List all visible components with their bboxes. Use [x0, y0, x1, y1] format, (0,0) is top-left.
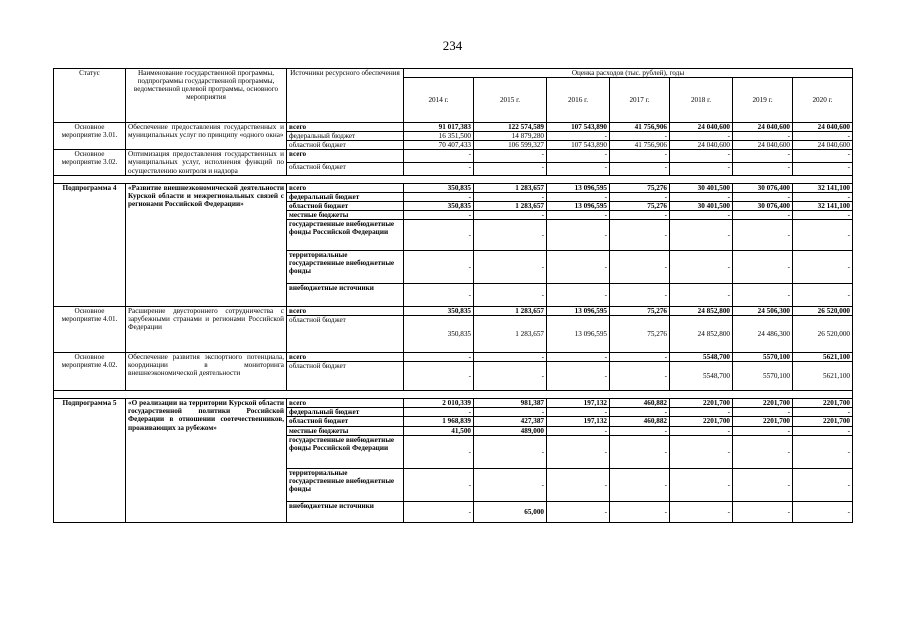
- value-cell: 981,387: [474, 399, 547, 408]
- value-cell: -: [547, 210, 610, 219]
- source-cell: всего: [287, 399, 404, 408]
- value-cell: -: [474, 362, 547, 391]
- value-cell: -: [547, 501, 610, 522]
- value-cell: 30 076,400: [733, 183, 793, 192]
- value-cell: -: [547, 192, 610, 201]
- status-cell: Основное мероприятие 4.01.: [54, 307, 126, 353]
- header-estimate: Оценка расходов (тыс. рублей), годы: [404, 69, 853, 78]
- value-cell: 2201,700: [733, 417, 793, 426]
- value-cell: 427,387: [474, 417, 547, 426]
- status-cell: Основное мероприятие 4.02.: [54, 353, 126, 391]
- value-cell: -: [610, 192, 670, 201]
- value-cell: -: [404, 284, 474, 307]
- value-cell: -: [404, 501, 474, 522]
- value-cell: -: [547, 150, 610, 163]
- value-cell: 197,132: [547, 417, 610, 426]
- source-cell: областной бюджет: [287, 141, 404, 150]
- value-cell: 1 283,657: [474, 316, 547, 353]
- value-cell: 5570,100: [733, 362, 793, 391]
- table-body: [54, 123, 853, 523]
- value-cell: -: [404, 408, 474, 417]
- value-cell: 24 040,600: [670, 123, 733, 132]
- header-year: 2020 г.: [793, 78, 853, 123]
- value-cell: -: [793, 468, 853, 501]
- value-cell: -: [670, 284, 733, 307]
- value-cell: -: [547, 426, 610, 435]
- value-cell: -: [610, 150, 670, 163]
- source-cell: всего: [287, 123, 404, 132]
- value-cell: -: [474, 435, 547, 468]
- spacer-cell: [54, 391, 853, 399]
- value-cell: -: [670, 251, 733, 284]
- source-cell: областной бюджет: [287, 362, 404, 391]
- value-cell: -: [474, 251, 547, 284]
- value-cell: 197,132: [547, 399, 610, 408]
- value-cell: -: [793, 220, 853, 251]
- value-cell: -: [547, 220, 610, 251]
- source-cell: областной бюджет: [287, 201, 404, 210]
- source-cell: внебюджетные источники: [287, 501, 404, 522]
- value-cell: 1 283,657: [474, 307, 547, 316]
- spacer-cell: [54, 175, 853, 183]
- value-cell: 24 040,600: [733, 141, 793, 150]
- source-cell: всего: [287, 307, 404, 316]
- value-cell: 30 401,500: [670, 183, 733, 192]
- value-cell: 13 096,595: [547, 201, 610, 210]
- value-cell: 350,835: [404, 316, 474, 353]
- value-cell: -: [404, 353, 474, 362]
- value-cell: -: [547, 251, 610, 284]
- value-cell: -: [793, 501, 853, 522]
- status-cell: Подпрограмма 4: [54, 183, 126, 306]
- value-cell: 75,276: [610, 201, 670, 210]
- value-cell: -: [547, 408, 610, 417]
- value-cell: -: [474, 284, 547, 307]
- value-cell: 75,276: [610, 307, 670, 316]
- value-cell: -: [670, 150, 733, 163]
- value-cell: 1 283,657: [474, 201, 547, 210]
- value-cell: -: [547, 468, 610, 501]
- source-cell: всего: [287, 183, 404, 192]
- value-cell: -: [404, 468, 474, 501]
- value-cell: 460,882: [610, 417, 670, 426]
- spacer-row: [54, 391, 853, 399]
- table-row: [54, 150, 853, 163]
- value-cell: -: [547, 284, 610, 307]
- value-cell: 91 017,383: [404, 123, 474, 132]
- source-cell: областной бюджет: [287, 417, 404, 426]
- source-cell: государственные внебюджетные фонды Российской Федерации: [287, 220, 404, 251]
- value-cell: -: [793, 150, 853, 163]
- status-cell: Основное мероприятие 3.01.: [54, 123, 126, 150]
- value-cell: -: [733, 150, 793, 163]
- value-cell: -: [547, 353, 610, 362]
- value-cell: -: [404, 150, 474, 163]
- name-cell: «Развитие внешнеэкономической деятельности Курской области и межрегиональных связей с регионами Российской Федерации»: [126, 183, 287, 306]
- name-cell: Обеспечение предоставления государственных и муниципальных услуг по принципу «одного окна»: [126, 123, 287, 150]
- value-cell: -: [474, 220, 547, 251]
- value-cell: -: [404, 362, 474, 391]
- name-cell: Расширение двустороннего сотрудничества с зарубежными странами и регионами Российской Федерации: [126, 307, 287, 353]
- value-cell: -: [610, 501, 670, 522]
- value-cell: 30 401,500: [670, 201, 733, 210]
- value-cell: -: [733, 284, 793, 307]
- header-year: 2017 г.: [610, 78, 670, 123]
- value-cell: -: [793, 210, 853, 219]
- value-cell: 2201,700: [793, 417, 853, 426]
- page-number: 234: [442, 38, 463, 53]
- value-cell: 350,835: [404, 201, 474, 210]
- value-cell: -: [610, 426, 670, 435]
- value-cell: -: [404, 220, 474, 251]
- value-cell: 2201,700: [670, 417, 733, 426]
- value-cell: 5548,700: [670, 362, 733, 391]
- value-cell: -: [670, 435, 733, 468]
- value-cell: 16 351,500: [404, 132, 474, 141]
- value-cell: -: [474, 468, 547, 501]
- source-cell: областной бюджет: [287, 316, 404, 353]
- value-cell: -: [733, 132, 793, 141]
- value-cell: -: [610, 220, 670, 251]
- value-cell: -: [670, 220, 733, 251]
- table-row: [54, 353, 853, 362]
- source-cell: федеральный бюджет: [287, 408, 404, 417]
- value-cell: 5570,100: [733, 353, 793, 362]
- value-cell: -: [733, 435, 793, 468]
- source-cell: федеральный бюджет: [287, 132, 404, 141]
- value-cell: -: [404, 435, 474, 468]
- header-year: 2014 г.: [404, 78, 474, 123]
- name-cell: Оптимизация предоставления государственных и муниципальных услуг, исполнения функций по осуществлению контроля и надзора: [126, 150, 287, 175]
- value-cell: -: [474, 163, 547, 176]
- value-cell: 24 040,600: [670, 141, 733, 150]
- table-row: [54, 123, 853, 132]
- value-cell: 65,000: [474, 501, 547, 522]
- value-cell: 2201,700: [733, 399, 793, 408]
- value-cell: 24 486,300: [733, 316, 793, 353]
- source-cell: территориальные государственные внебюджетные фонды: [287, 468, 404, 501]
- value-cell: 350,835: [404, 183, 474, 192]
- table-row: [54, 399, 853, 408]
- value-cell: -: [670, 210, 733, 219]
- value-cell: -: [670, 408, 733, 417]
- value-cell: -: [474, 210, 547, 219]
- value-cell: -: [610, 353, 670, 362]
- value-cell: -: [404, 210, 474, 219]
- value-cell: -: [610, 210, 670, 219]
- value-cell: 41 756,906: [610, 123, 670, 132]
- value-cell: -: [404, 192, 474, 201]
- value-cell: -: [404, 251, 474, 284]
- value-cell: -: [610, 251, 670, 284]
- value-cell: -: [547, 362, 610, 391]
- header-year: 2019 г.: [733, 78, 793, 123]
- spacer-row: [54, 175, 853, 183]
- header-sources: Источники ресурсного обеспечения: [287, 69, 404, 123]
- value-cell: -: [793, 284, 853, 307]
- value-cell: 107 543,890: [547, 123, 610, 132]
- value-cell: 122 574,589: [474, 123, 547, 132]
- header-year: 2015 г.: [474, 78, 547, 123]
- value-cell: -: [670, 192, 733, 201]
- header-year: 2016 г.: [547, 78, 610, 123]
- value-cell: 13 096,595: [547, 307, 610, 316]
- source-cell: территориальные государственные внебюджетные фонды: [287, 251, 404, 284]
- value-cell: -: [733, 501, 793, 522]
- value-cell: -: [733, 408, 793, 417]
- value-cell: 24 040,600: [733, 123, 793, 132]
- value-cell: 24 852,800: [670, 316, 733, 353]
- value-cell: 1 968,839: [404, 417, 474, 426]
- value-cell: 460,882: [610, 399, 670, 408]
- value-cell: 32 141,100: [793, 201, 853, 210]
- value-cell: -: [610, 284, 670, 307]
- value-cell: 41 756,906: [610, 141, 670, 150]
- value-cell: 32 141,100: [793, 183, 853, 192]
- value-cell: -: [474, 353, 547, 362]
- source-cell: всего: [287, 353, 404, 362]
- value-cell: -: [670, 163, 733, 176]
- value-cell: 107 543,890: [547, 141, 610, 150]
- source-cell: федеральный бюджет: [287, 192, 404, 201]
- value-cell: -: [733, 220, 793, 251]
- value-cell: -: [793, 163, 853, 176]
- value-cell: 13 096,595: [547, 183, 610, 192]
- value-cell: -: [474, 408, 547, 417]
- value-cell: 30 076,400: [733, 201, 793, 210]
- value-cell: -: [733, 192, 793, 201]
- value-cell: 26 520,000: [793, 316, 853, 353]
- value-cell: -: [733, 210, 793, 219]
- name-cell: Обеспечение развития экспортного потенциала, координации в мониторинга внешнеэкономической деятельности: [126, 353, 287, 391]
- value-cell: 2 010,339: [404, 399, 474, 408]
- table-row: [54, 183, 853, 192]
- value-cell: 70 407,433: [404, 141, 474, 150]
- value-cell: -: [670, 501, 733, 522]
- table-row: [54, 307, 853, 316]
- value-cell: 26 520,000: [793, 307, 853, 316]
- value-cell: 75,276: [610, 316, 670, 353]
- value-cell: -: [733, 163, 793, 176]
- value-cell: 5621,100: [793, 353, 853, 362]
- value-cell: -: [733, 251, 793, 284]
- value-cell: 1 283,657: [474, 183, 547, 192]
- source-cell: областной бюджет: [287, 163, 404, 176]
- source-cell: государственные внебюджетные фонды Российской Федерации: [287, 435, 404, 468]
- value-cell: 489,000: [474, 426, 547, 435]
- status-cell: Подпрограмма 5: [54, 399, 126, 522]
- value-cell: -: [733, 468, 793, 501]
- header-name: Наименование государственной программы, подпрограммы государственной программы, ведомственной целевой программы, основного мероприятия: [126, 69, 287, 123]
- value-cell: -: [793, 192, 853, 201]
- source-cell: всего: [287, 150, 404, 163]
- value-cell: -: [404, 163, 474, 176]
- value-cell: -: [610, 408, 670, 417]
- value-cell: -: [793, 132, 853, 141]
- value-cell: 5548,700: [670, 353, 733, 362]
- value-cell: -: [610, 132, 670, 141]
- value-cell: -: [670, 468, 733, 501]
- value-cell: 41,500: [404, 426, 474, 435]
- value-cell: 13 096,595: [547, 316, 610, 353]
- value-cell: -: [793, 435, 853, 468]
- source-cell: внебюджетные источники: [287, 284, 404, 307]
- header-row: [54, 69, 853, 78]
- value-cell: 24 040,600: [793, 141, 853, 150]
- value-cell: -: [670, 132, 733, 141]
- source-cell: местные бюджеты: [287, 210, 404, 219]
- value-cell: 14 879,280: [474, 132, 547, 141]
- value-cell: -: [547, 163, 610, 176]
- value-cell: -: [610, 163, 670, 176]
- header-year: 2018 г.: [670, 78, 733, 123]
- value-cell: -: [610, 468, 670, 501]
- value-cell: 75,276: [610, 183, 670, 192]
- value-cell: 24 852,800: [670, 307, 733, 316]
- value-cell: -: [793, 408, 853, 417]
- expense-table: [53, 68, 853, 523]
- value-cell: 2201,700: [793, 399, 853, 408]
- value-cell: 2201,700: [670, 399, 733, 408]
- value-cell: -: [733, 426, 793, 435]
- value-cell: -: [610, 435, 670, 468]
- name-cell: «О реализации на территории Курской области государственной политики Российской Федерации в отношении соотечественников, проживающих за рубежом»: [126, 399, 287, 522]
- value-cell: -: [793, 426, 853, 435]
- value-cell: -: [547, 435, 610, 468]
- value-cell: 24 506,300: [733, 307, 793, 316]
- status-cell: Основное мероприятие 3.02.: [54, 150, 126, 175]
- value-cell: -: [610, 362, 670, 391]
- value-cell: 24 040,600: [793, 123, 853, 132]
- value-cell: -: [474, 192, 547, 201]
- value-cell: -: [670, 426, 733, 435]
- value-cell: 5621,100: [793, 362, 853, 391]
- value-cell: -: [547, 132, 610, 141]
- value-cell: 106 599,327: [474, 141, 547, 150]
- source-cell: местные бюджеты: [287, 426, 404, 435]
- value-cell: -: [793, 251, 853, 284]
- header-status: Статус: [54, 69, 126, 123]
- value-cell: 350,835: [404, 307, 474, 316]
- value-cell: -: [474, 150, 547, 163]
